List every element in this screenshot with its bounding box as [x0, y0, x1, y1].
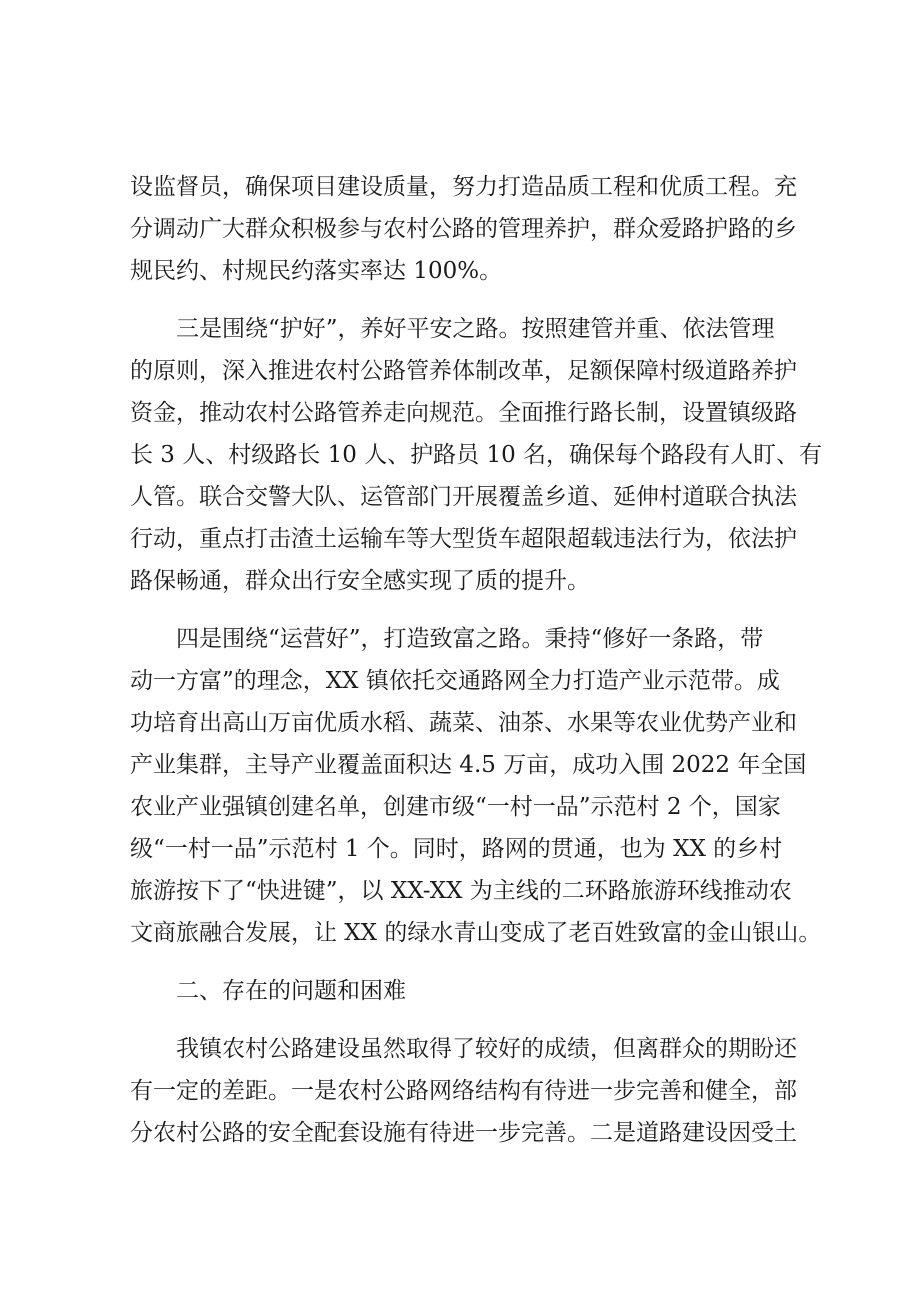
paragraph-maintenance	[130, 308, 823, 602]
text-line: 长 3 人、村级路长 10 人、护路员 10 名，确保每个路段有人盯、有	[130, 442, 823, 468]
text-line: 旅游按下了“快进键”，以 XX-XX 为主线的二环路旅游环线推动农	[130, 878, 792, 904]
text-line: 分农村公路的安全配套设施有待进一步完善。二是道路建设因受土	[130, 1120, 797, 1146]
paragraph-operation	[130, 618, 822, 954]
text-line: 四是围绕“运营好”，打造致富之路。秉持“修好一条路，带	[176, 626, 764, 652]
text-line: 路保畅通，群众出行安全感实现了质的提升。	[130, 568, 590, 594]
text-line: 的原则，深入推进农村公路管养体制改革，足额保障村级道路养护	[130, 358, 797, 384]
text-line: 规民约、村规民约落实率达 100%。	[130, 258, 503, 284]
text-line: 三是围绕“护好”，养好平安之路。按照建管并重、依法管理	[176, 316, 775, 342]
text-line: 农业产业强镇创建名单，创建市级“一村一品”示范村 2 个，国家	[130, 794, 781, 820]
document-body	[130, 166, 823, 1170]
text-line: 设监督员，确保项目建设质量，努力打造品质工程和优质工程。充	[130, 174, 797, 200]
text-line: 文商旅融合发展，让 XX 的绿水青山变成了老百姓致富的金山银山。	[130, 920, 822, 946]
text-line: 级“一村一品”示范村 1 个。同时，路网的贯通，也为 XX 的乡村	[130, 836, 783, 862]
text-line: 行动，重点打击渣土运输车等大型货车超限超载违法行为，依法护	[130, 526, 797, 552]
text-line: 人管。联合交警大队、运管部门开展覆盖乡道、延伸村道联合执法	[130, 484, 797, 510]
text-line: 分调动广大群众积极参与农村公路的管理养护，群众爱路护路的乡	[130, 216, 797, 242]
text-line: 有一定的差距。一是农村公路网络结构有待进一步完善和健全，部	[130, 1078, 797, 1104]
text-line: 资金，推动农村公路管养走向规范。全面推行路长制，设置镇级路	[130, 400, 797, 426]
text-line: 我镇农村公路建设虽然取得了较好的成绩，但离群众的期盼还	[176, 1036, 797, 1062]
text-line: 功培育出高山万亩优质水稻、蔬菜、油茶、水果等农业优势产业和	[130, 710, 797, 736]
paragraph-supervision	[130, 166, 806, 292]
paragraph-problems	[130, 1028, 806, 1154]
section-heading: 二、存在的问题和困难	[176, 978, 406, 1004]
text-line: 产业集群，主导产业覆盖面积达 4.5 万亩，成功入围 2022 年全国	[130, 752, 807, 778]
text-line: 动一方富”的理念，XX 镇依托交通路网全力打造产业示范带。成	[130, 668, 780, 694]
